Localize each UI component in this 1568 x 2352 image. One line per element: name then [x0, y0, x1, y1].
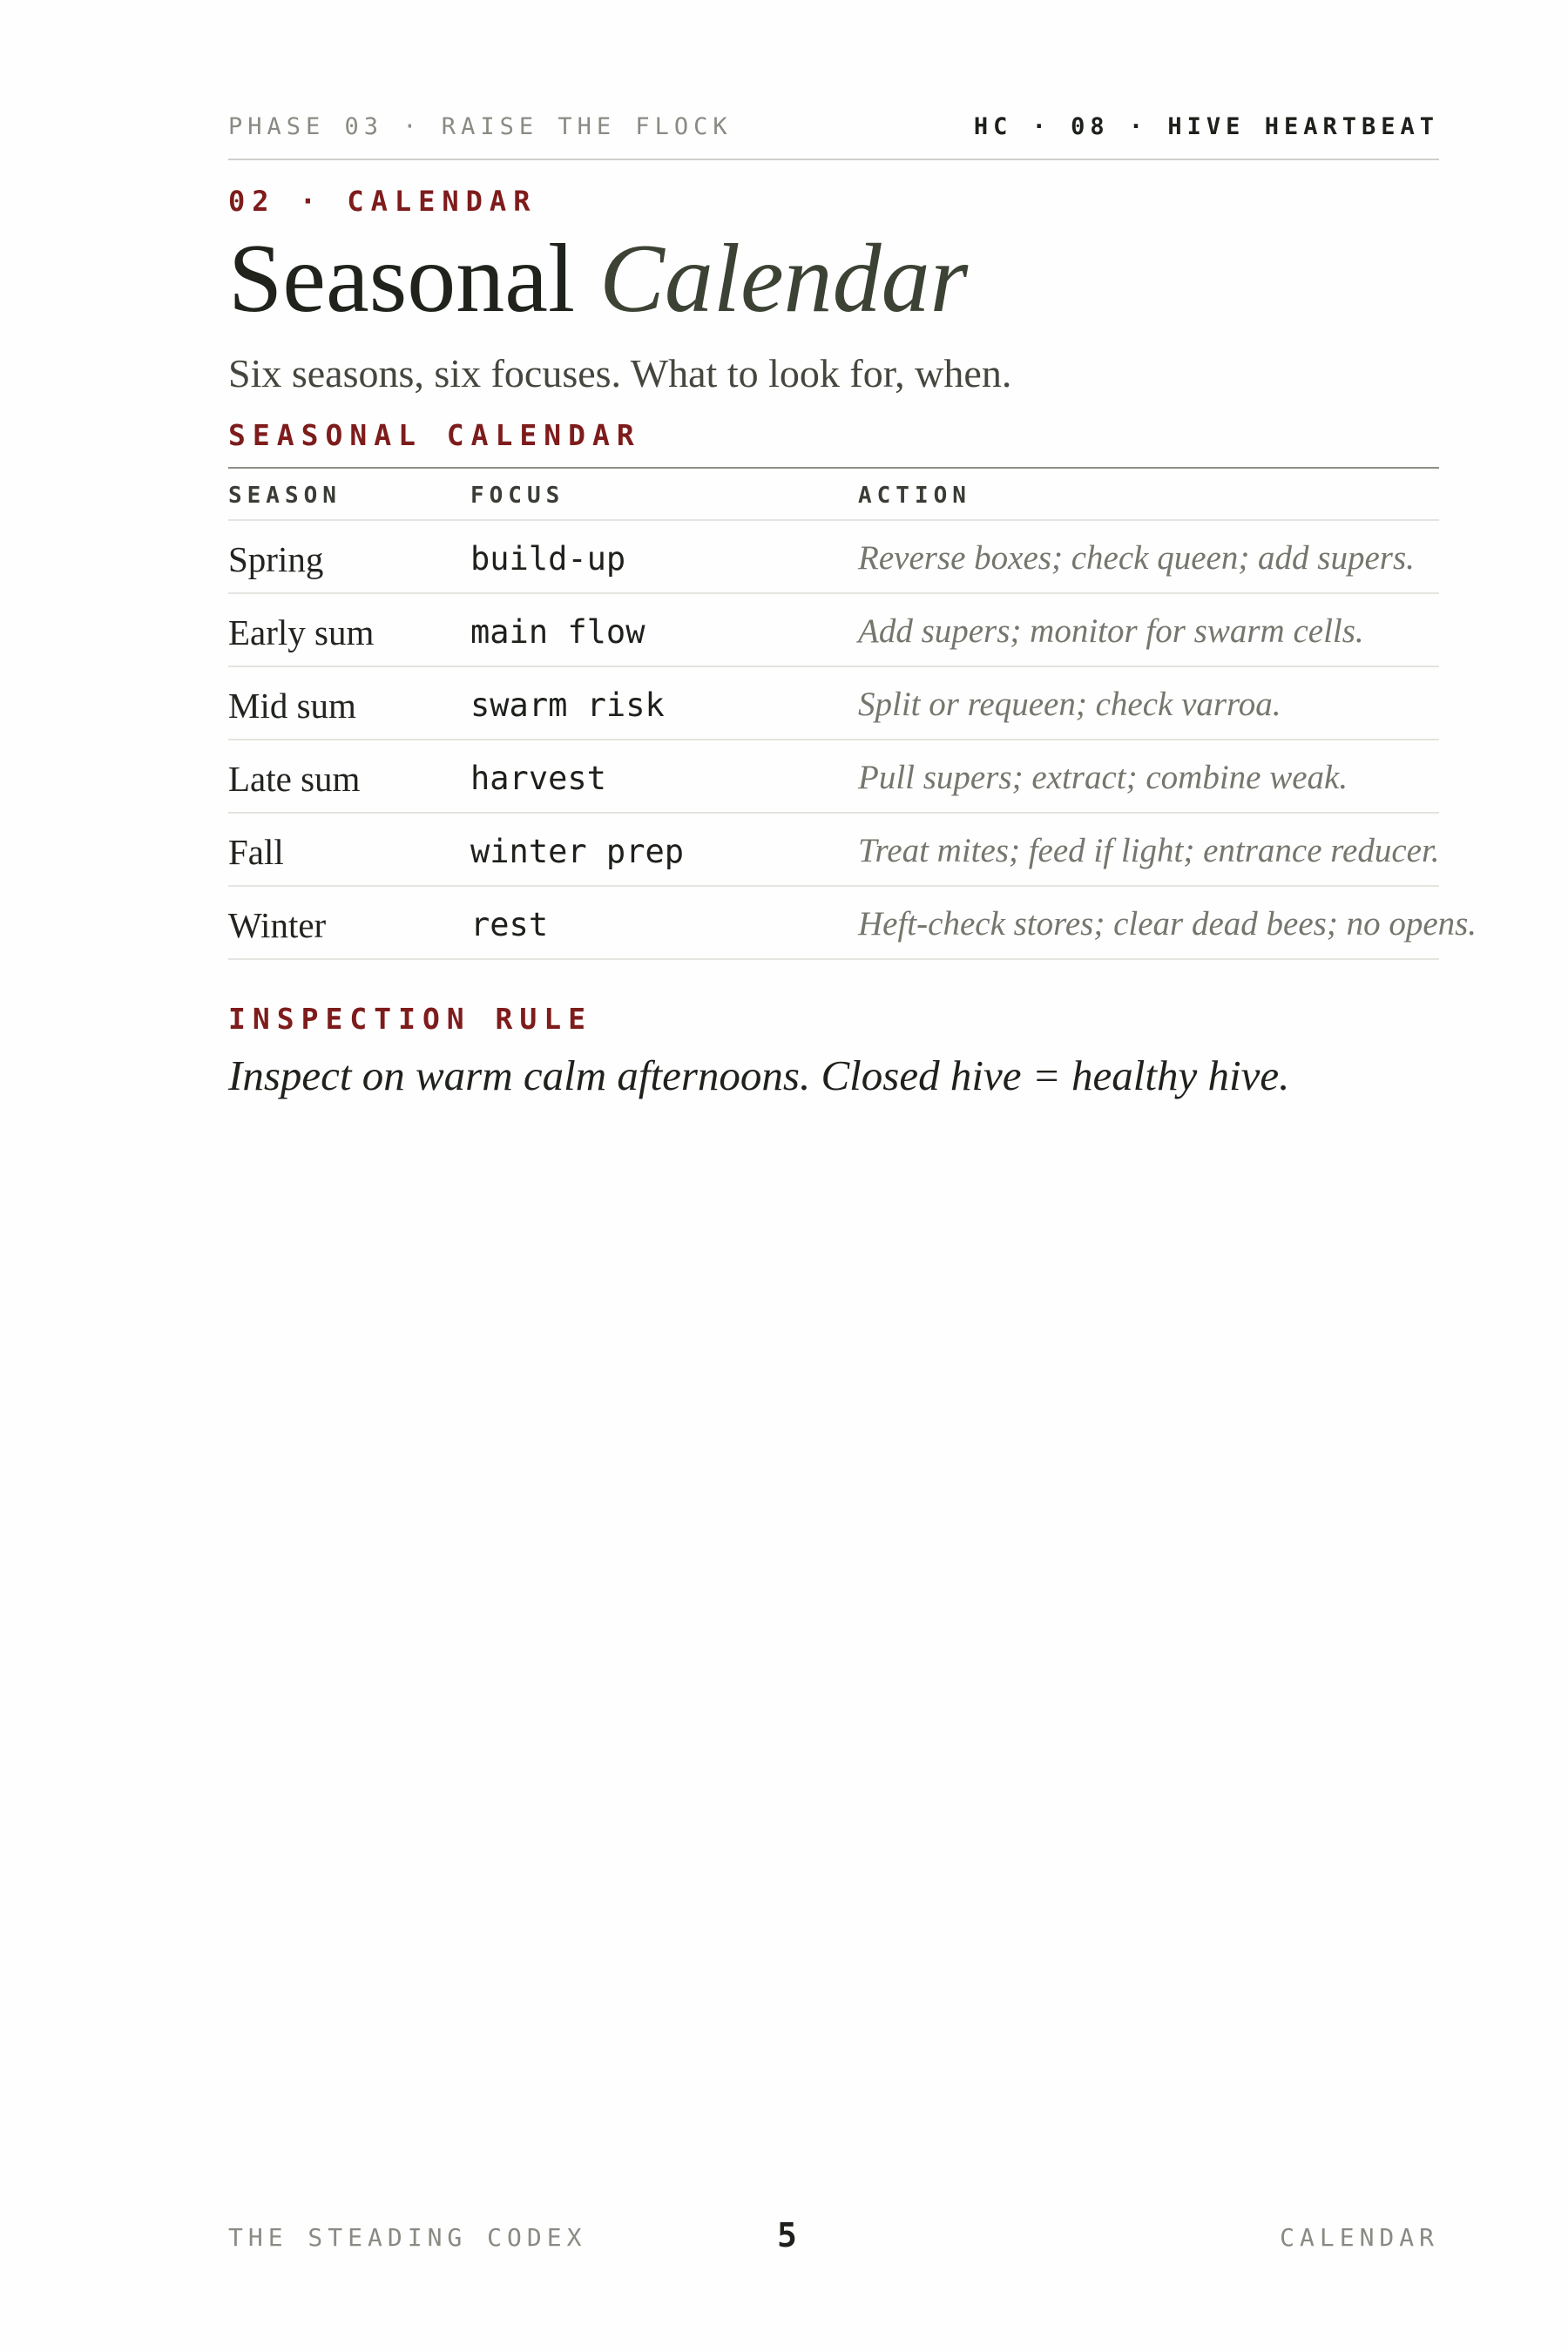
running-head-chapter: HC · 08 · HIVE HEARTBEAT: [973, 113, 1439, 140]
cell-action: Pull supers; extract; combine weak.: [858, 759, 1348, 796]
cell-action: Treat mites; feed if light; entrance reducer.: [858, 832, 1440, 869]
cell-focus: rest: [470, 906, 549, 943]
running-head: [228, 113, 1439, 160]
page-title: [228, 218, 968, 340]
table-row: [228, 667, 1439, 740]
cell-action: Split or requeen; check varroa.: [858, 686, 1281, 723]
footer-section-name: CALENDAR: [1280, 2223, 1439, 2252]
cell-season: Mid sum: [228, 686, 356, 726]
section-kicker: 02 · CALENDAR: [228, 185, 537, 218]
document-page: [228, 0, 1477, 2352]
page-title-word-2: Calendar: [599, 225, 969, 333]
cell-focus: build-up: [470, 540, 626, 578]
page-title-word-1: Seasonal: [228, 225, 576, 333]
calendar-section-label: SEASONAL CALENDAR: [228, 418, 641, 452]
cell-season: Late sum: [228, 759, 361, 799]
page-subtitle: Six seasons, six focuses. What to look for, when.: [228, 351, 1012, 395]
cell-season: Spring: [228, 539, 324, 579]
cell-focus: main flow: [470, 613, 645, 651]
cell-action: Reverse boxes; check queen; add supers.: [858, 539, 1415, 577]
inspection-rule-label: INSPECTION RULE: [228, 1002, 593, 1036]
cell-action: Heft-check stores; clear dead bees; no opens.: [858, 905, 1477, 943]
cell-focus: swarm risk: [470, 686, 665, 724]
page-number: 5: [777, 2216, 797, 2254]
footer-book-title: THE STEADING CODEX: [228, 2223, 587, 2252]
cell-focus: harvest: [470, 760, 606, 797]
header-focus: FOCUS: [470, 483, 565, 509]
table-row: [228, 740, 1439, 814]
cell-season: Fall: [228, 832, 284, 872]
cell-season: Winter: [228, 905, 327, 945]
inspection-rule-text: Inspect on warm calm afternoons. Closed hive = healthy hive.: [228, 1051, 1290, 1099]
seasonal-calendar-table: [228, 467, 1477, 960]
table-header-row: [228, 469, 1439, 521]
cell-season: Early sum: [228, 612, 375, 652]
table-row: [228, 887, 1477, 960]
cell-action: Add supers; monitor for swarm cells.: [858, 612, 1364, 650]
table-row: [228, 521, 1439, 594]
header-season: SEASON: [228, 483, 341, 509]
table-row: [228, 594, 1439, 667]
cell-focus: winter prep: [470, 833, 685, 870]
header-action: ACTION: [858, 483, 971, 509]
table-row: [228, 814, 1439, 887]
running-head-phase: PHASE 03 · RAISE THE FLOCK: [228, 113, 733, 140]
